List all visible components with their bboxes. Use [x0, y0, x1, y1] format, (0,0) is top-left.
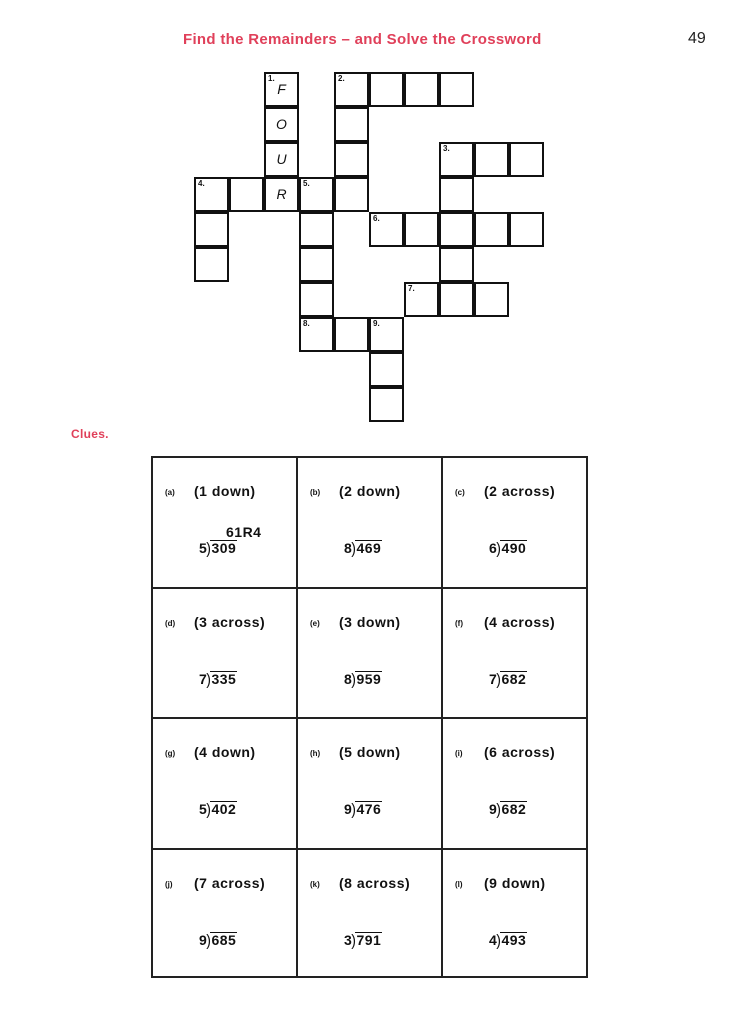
divisor: 9 [489, 801, 498, 817]
long-division [344, 932, 382, 948]
clue-letter: (i) [455, 749, 463, 758]
crossword-cell[interactable] [194, 247, 229, 282]
clue-letter: (b) [310, 488, 321, 497]
crossword-cell[interactable] [439, 282, 474, 317]
clue-number: 1. [268, 74, 275, 83]
clue-direction: (6 across) [484, 744, 556, 760]
division-bracket-icon: ) [496, 799, 502, 819]
long-division [489, 932, 527, 948]
clue-number: 8. [303, 319, 310, 328]
division-bracket-icon: ) [496, 930, 502, 950]
dividend: 959 [356, 671, 382, 687]
divisor: 4 [489, 932, 498, 948]
clue-letter: (f) [455, 619, 463, 628]
crossword-cell[interactable] [404, 72, 439, 107]
clue-box [443, 589, 586, 719]
clue-direction: (1 down) [194, 483, 256, 499]
division-bracket-icon: ) [351, 799, 357, 819]
division-bracket-icon: ) [206, 669, 212, 689]
clue-direction: (3 down) [339, 614, 401, 630]
crossword-cell[interactable] [299, 247, 334, 282]
crossword-cell[interactable] [334, 72, 369, 107]
crossword-cell[interactable] [439, 247, 474, 282]
crossword-cell[interactable] [439, 177, 474, 212]
crossword-cell[interactable] [334, 317, 369, 352]
clue-letter: (k) [310, 880, 320, 889]
clue-direction: (4 across) [484, 614, 556, 630]
crossword-cell[interactable] [264, 107, 299, 142]
division-bracket-icon: ) [206, 538, 212, 558]
crossword-cell[interactable] [369, 317, 404, 352]
divisor: 3 [344, 932, 353, 948]
clue-letter: (c) [455, 488, 465, 497]
crossword-grid [0, 0, 738, 440]
long-division [199, 540, 237, 556]
divisor: 5 [199, 540, 208, 556]
clue-number: 6. [373, 214, 380, 223]
clue-direction: (7 across) [194, 875, 266, 891]
clue-letter: (j) [165, 880, 173, 889]
clue-direction: (8 across) [339, 875, 411, 891]
cell-letter: F [277, 81, 286, 97]
long-division [489, 801, 527, 817]
clue-direction: (4 down) [194, 744, 256, 760]
divisor: 5 [199, 801, 208, 817]
long-division [199, 932, 237, 948]
long-division [344, 671, 382, 687]
crossword-cell[interactable] [229, 177, 264, 212]
clue-box [153, 589, 298, 719]
clue-direction: (2 across) [484, 483, 556, 499]
dividend: 685 [211, 932, 237, 948]
page-number: 49 [688, 30, 706, 47]
divisor: 9 [344, 801, 353, 817]
clue-box [298, 719, 443, 850]
dividend: 309 [211, 540, 237, 556]
crossword-cell[interactable] [264, 72, 299, 107]
division-bracket-icon: ) [206, 930, 212, 950]
division-bracket-icon: ) [351, 930, 357, 950]
crossword-cell[interactable] [369, 352, 404, 387]
long-division [489, 540, 527, 556]
clue-box [443, 719, 586, 850]
crossword-cell[interactable] [334, 142, 369, 177]
clue-box [443, 850, 586, 976]
dividend: 402 [211, 801, 237, 817]
clue-direction: (3 across) [194, 614, 266, 630]
crossword-cell[interactable] [439, 72, 474, 107]
clue-letter: (d) [165, 619, 176, 628]
clue-letter: (e) [310, 619, 320, 628]
crossword-cell[interactable] [439, 142, 474, 177]
crossword-cell[interactable] [194, 212, 229, 247]
crossword-cell[interactable] [194, 177, 229, 212]
divisor: 9 [199, 932, 208, 948]
clue-letter: (a) [165, 488, 175, 497]
crossword-cell[interactable] [404, 212, 439, 247]
division-bracket-icon: ) [351, 538, 357, 558]
division-bracket-icon: ) [496, 538, 502, 558]
divisor: 8 [344, 671, 353, 687]
divisor: 7 [199, 671, 208, 687]
crossword-cell[interactable] [369, 387, 404, 422]
dividend: 335 [211, 671, 237, 687]
long-division [199, 801, 237, 817]
crossword-cell[interactable] [299, 177, 334, 212]
dividend: 791 [356, 932, 382, 948]
crossword-cell[interactable] [509, 142, 544, 177]
long-division [489, 671, 527, 687]
clue-direction: (9 down) [484, 875, 546, 891]
clue-number: 7. [408, 284, 415, 293]
crossword-cell[interactable] [404, 282, 439, 317]
clue-number: 9. [373, 319, 380, 328]
crossword-cell[interactable] [264, 142, 299, 177]
long-division [344, 801, 382, 817]
clue-letter: (h) [310, 749, 321, 758]
crossword-cell[interactable] [439, 212, 474, 247]
dividend: 682 [501, 671, 527, 687]
division-bracket-icon: ) [206, 799, 212, 819]
long-division [344, 540, 382, 556]
crossword-cell[interactable] [474, 212, 509, 247]
crossword-cell[interactable] [474, 142, 509, 177]
clue-number: 3. [443, 144, 450, 153]
clue-box [298, 458, 443, 589]
clue-direction: (2 down) [339, 483, 401, 499]
crossword-cell[interactable] [299, 282, 334, 317]
crossword-cell[interactable] [509, 212, 544, 247]
dividend: 476 [356, 801, 382, 817]
clue-answer: 61R4 [226, 524, 262, 540]
crossword-cell[interactable] [369, 72, 404, 107]
crossword-cell[interactable] [264, 177, 299, 212]
clue-number: 2. [338, 74, 345, 83]
crossword-cell[interactable] [334, 177, 369, 212]
page-title: Find the Remainders – and Solve the Crossword [183, 31, 542, 48]
division-bracket-icon: ) [351, 669, 357, 689]
divisor: 8 [344, 540, 353, 556]
division-bracket-icon: ) [496, 669, 502, 689]
dividend: 469 [356, 540, 382, 556]
clue-letter: (g) [165, 749, 176, 758]
clue-box [153, 458, 298, 589]
dividend: 490 [501, 540, 527, 556]
crossword-cell[interactable] [334, 107, 369, 142]
dividend: 493 [501, 932, 527, 948]
divisor: 7 [489, 671, 498, 687]
crossword-cell[interactable] [369, 212, 404, 247]
clue-letter: (l) [455, 880, 463, 889]
cell-letter: U [276, 151, 287, 167]
clue-box [153, 719, 298, 850]
cell-letter: R [276, 186, 287, 202]
long-division [199, 671, 237, 687]
clue-box [153, 850, 298, 976]
clue-number: 4. [198, 179, 205, 188]
crossword-cell[interactable] [299, 212, 334, 247]
crossword-cell[interactable] [299, 317, 334, 352]
clue-number: 5. [303, 179, 310, 188]
dividend: 682 [501, 801, 527, 817]
divisor: 6 [489, 540, 498, 556]
clue-direction: (5 down) [339, 744, 401, 760]
crossword-cell[interactable] [474, 282, 509, 317]
cell-letter: O [276, 116, 287, 132]
clue-box [443, 458, 586, 589]
clues-table [151, 456, 588, 978]
clue-box [298, 850, 443, 976]
clue-box [298, 589, 443, 719]
clues-heading: Clues. [71, 427, 109, 441]
